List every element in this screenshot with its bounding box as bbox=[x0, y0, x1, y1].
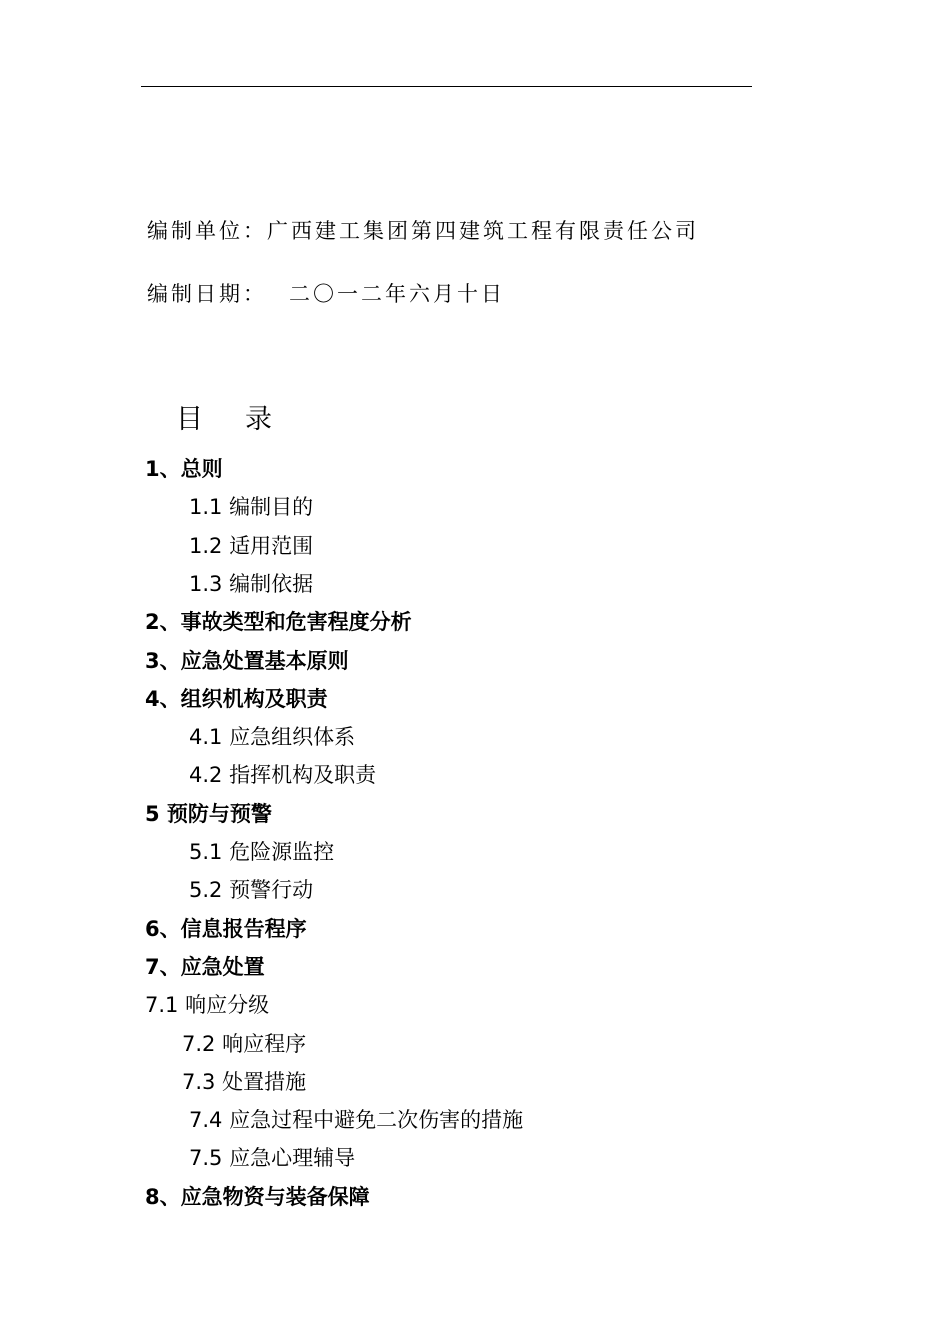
toc-entry[interactable]: 1.1 编制目的 bbox=[189, 495, 314, 520]
toc-entry[interactable]: 2、事故类型和危害程度分析 bbox=[145, 610, 412, 635]
toc-entry[interactable]: 7.3 处置措施 bbox=[182, 1069, 307, 1094]
compiling-date-value: 二〇一二年六月十日 bbox=[289, 282, 505, 306]
toc-entry[interactable]: 5.1 危险源监控 bbox=[189, 840, 335, 864]
compiling-unit-value: 广西建工集团第四建筑工程有限责任公司 bbox=[267, 219, 699, 243]
toc-entry[interactable]: 5.2 预警行动 bbox=[189, 878, 314, 903]
toc-entry[interactable]: 7.5 应急心理辅导 bbox=[189, 1146, 356, 1171]
toc-entry[interactable]: 1、总则 bbox=[145, 457, 223, 481]
compiling-unit-label: 编制单位： bbox=[147, 219, 267, 243]
toc-entry[interactable]: 4.2 指挥机构及职责 bbox=[189, 763, 377, 788]
toc-entry[interactable]: 1.3 编制依据 bbox=[189, 571, 314, 596]
toc-entry[interactable]: 1.2 适用范围 bbox=[189, 533, 314, 558]
toc-entry[interactable]: 7.1 响应分级 bbox=[145, 993, 270, 1018]
toc-entry[interactable]: 4.1 应急组织体系 bbox=[189, 725, 356, 750]
toc-heading-left: 目 bbox=[176, 404, 203, 435]
toc-entry[interactable]: 7、应急处置 bbox=[145, 954, 265, 979]
toc-entry[interactable]: 7.4 应急过程中避免二次伤害的措施 bbox=[189, 1108, 524, 1133]
toc-entry[interactable]: 8、应急物资与装备保障 bbox=[145, 1184, 370, 1209]
toc-entry[interactable]: 7.2 响应程序 bbox=[182, 1031, 307, 1056]
compiling-date-label: 编制日期： bbox=[147, 282, 267, 306]
toc-entry[interactable]: 5 预防与预警 bbox=[145, 801, 272, 826]
toc-entry[interactable]: 6、信息报告程序 bbox=[145, 916, 307, 941]
toc-entry[interactable]: 3、应急处置基本原则 bbox=[145, 648, 349, 673]
toc-entry[interactable]: 4、组织机构及职责 bbox=[145, 686, 328, 711]
toc-heading-right: 录 bbox=[245, 404, 272, 435]
